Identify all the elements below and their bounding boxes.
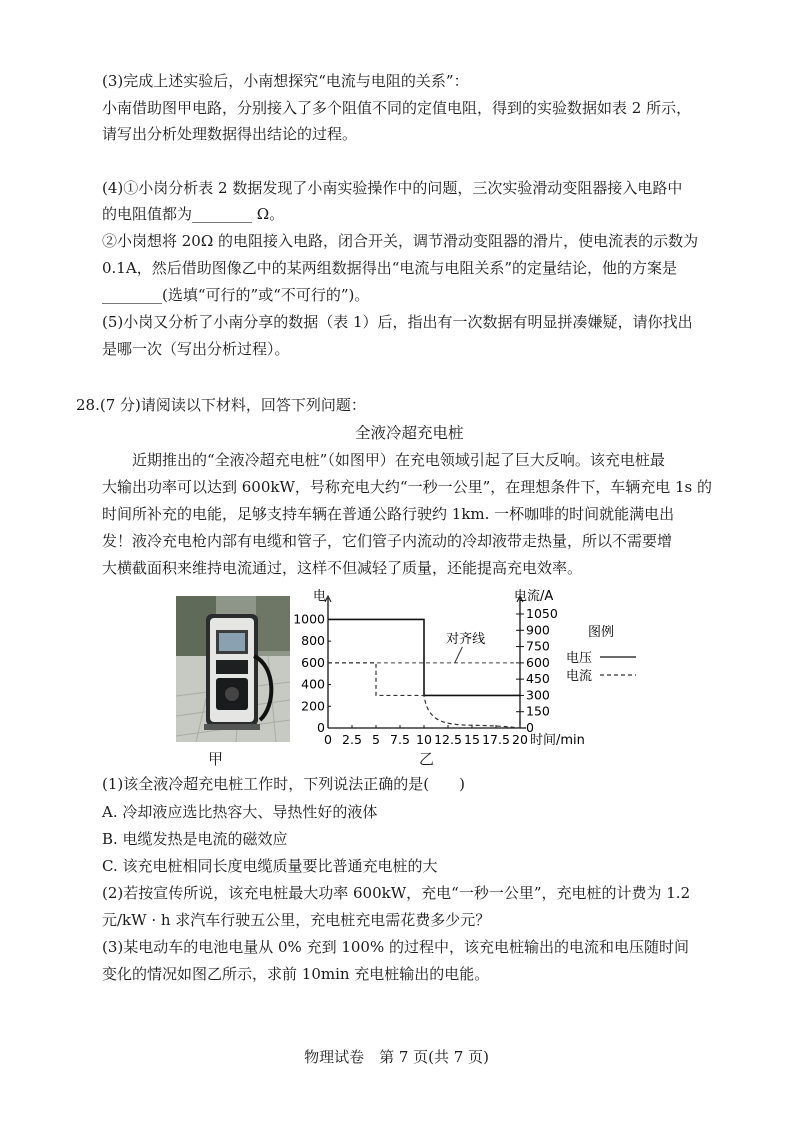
y-left-tick-label: 1000: [293, 611, 325, 627]
annotation-leader: [455, 647, 463, 663]
y-right-tick-label: 300: [526, 687, 550, 703]
q27-part4-line: ________(选填“可行的”或“不可行的”)。: [102, 286, 370, 304]
option-a: A. 冷却液应选比热容大、导热性好的液体: [102, 803, 378, 821]
q27-part4-line: 的电阻值都为________ Ω。: [102, 205, 285, 223]
y-right-tick-label: 0: [526, 720, 534, 735]
q28-sub2-line: 元/kW · h 求汽车行驶五公里，充电桩充电需花费多少元？: [102, 911, 491, 929]
legend-voltage-label: 电压: [566, 651, 593, 666]
charging-station-illustration: [176, 596, 290, 742]
figure-a-label: 甲: [208, 750, 224, 768]
y-axis-left-title: 电: [312, 589, 326, 604]
q27-part4-line: ②小岗想将 20Ω 的电阻接入电路，闭合开关，调节滑动变阻器的滑片，使电流表的示数为: [102, 232, 699, 250]
y-right-tick-label: 600: [526, 654, 550, 670]
page-footer: 物理试卷 第 7 页(共 7 页): [304, 1048, 489, 1066]
x-tick-label: 20: [512, 732, 528, 747]
article-title: 全液冷超充电桩: [355, 424, 464, 442]
y-left-tick-label: 0: [317, 720, 325, 735]
article-paragraph-line: 时间所补充的电能，足够支持车辆在普通公路行驶约 1km. 一杯咖啡的时间就能满电出: [102, 505, 675, 523]
q27-part3-line: 小南借助图甲电路，分别接入了多个阻值不同的定值电阻，得到的实验数据如表 2 所示，: [102, 99, 692, 117]
y-left-tick-label: 200: [301, 698, 325, 714]
q28-sub2-line: (2)若按宣传所说，该充电桩最大功率 600kW，充电“一秒一公里”，充电桩的计费为 1.2: [102, 884, 691, 902]
charging-station-photo: [176, 596, 290, 742]
q28-sub1: (1)该全液冷超充电桩工作时，下列说法正确的是( ): [102, 775, 465, 793]
q27-part4-line: 0.1A，然后借助图像乙中的某两组数据得出“电流与电阻关系”的定量结论，他的方案是: [102, 259, 678, 277]
y-left-tick-label: 400: [301, 676, 325, 692]
voltage-series-line: [328, 619, 520, 695]
legend-current-label: 电流: [566, 669, 593, 684]
x-tick-label: 5: [372, 732, 380, 747]
x-axis-title: 时间/min: [530, 733, 585, 748]
y-left-tick-label: 600: [301, 654, 325, 670]
article-paragraph-line: 发！液冷充电枪内部有电缆和管子，它们管子内流动的冷却液带走热量，所以不需要增: [102, 532, 673, 550]
y-right-tick-label: 450: [526, 671, 550, 687]
figure-b-label: 乙: [419, 750, 435, 768]
article-paragraph-line: 近期推出的“全液冷超充电桩”（如图甲）在充电领域引起了巨大反响。该充电桩最: [132, 451, 665, 469]
y-right-tick-label: 750: [526, 638, 550, 654]
x-tick-label: 7.5: [390, 732, 410, 747]
y-right-tick-label: 900: [526, 622, 550, 638]
x-tick-label: 15: [464, 732, 480, 747]
y-axis-right-title: 电流/A: [514, 589, 554, 604]
y-right-tick-label: 150: [526, 703, 550, 719]
x-tick-label: 12.5: [434, 732, 462, 747]
voltage-current-chart: [293, 589, 680, 750]
legend-title: 图例: [588, 625, 615, 640]
y-right-tick-label: 1050: [526, 606, 558, 621]
y-left-tick-label: 800: [301, 633, 325, 649]
x-tick-label: 17.5: [482, 732, 510, 747]
q27-part4-line: (4)①小岗分析表 2 数据发现了小南实验操作中的问题，三次实验滑动变阻器接入电路中: [102, 179, 683, 197]
q27-part5-line: (5)小岗又分析了小南分享的数据（表 1）后，指出有一次数据有明显拼凑嫌疑，请你找出: [102, 313, 693, 331]
q27-part3-line: (3)完成上述实验后，小南想探究“电流与电阻的关系”：: [102, 72, 469, 90]
q28-header: 28.(7 分)请阅读以下材料，回答下列问题：: [76, 396, 366, 414]
option-c: C. 该充电桩相同长度电缆质量要比普通充电桩的大: [102, 857, 438, 875]
align-line-annotation: 对齐线: [446, 631, 486, 647]
q28-sub3-line: (3)某电动车的电池电量从 0% 充到 100% 的过程中，该充电桩输出的电流和电压随时间: [102, 938, 690, 956]
option-b: B. 电缆发热是电流的磁效应: [102, 830, 288, 848]
q28-sub3-line: 变化的情况如图乙所示，求前 10min 充电桩输出的电能。: [102, 965, 490, 983]
q27-part5-line: 是哪一次（写出分析过程）。: [102, 340, 290, 358]
article-paragraph-line: 大输出功率可以达到 600kW，号称充电大约“一秒一公里”，在理想条件下，车辆充电 1s 的: [102, 478, 713, 496]
x-tick-label: 2.5: [342, 732, 362, 747]
x-tick-label: 0: [324, 732, 332, 747]
x-tick-label: 10: [416, 732, 432, 747]
article-paragraph-line: 大横截面积来维持电流通过，这样不但减轻了质量，还能提高充电效率。: [102, 559, 583, 577]
q27-part3-line: 请写出分析处理数据得出结论的过程。: [102, 125, 358, 143]
